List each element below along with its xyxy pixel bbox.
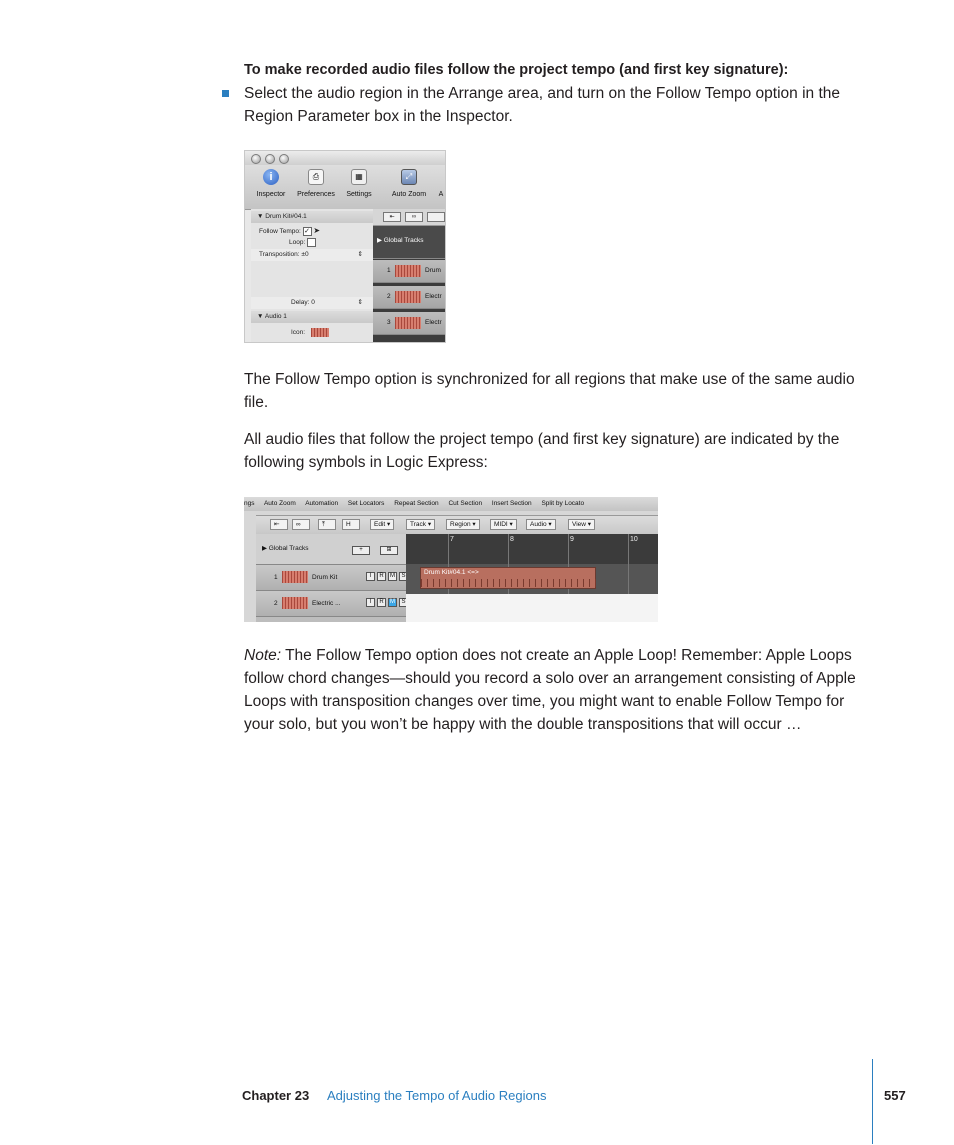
toolbar-label[interactable]: Set Locators	[347, 500, 385, 507]
toolbar-label[interactable]: ngs	[244, 500, 255, 507]
audio-region[interactable]	[420, 567, 596, 589]
toolbar	[245, 165, 446, 210]
waveform-icon[interactable]	[311, 328, 329, 337]
mute-button[interactable]: M	[390, 573, 395, 579]
toolbar-label[interactable]: Split by Locato	[541, 500, 585, 507]
note-paragraph	[244, 644, 876, 736]
footer-divider	[872, 1059, 873, 1144]
input-monitor-button[interactable]: I	[366, 598, 375, 607]
record-button[interactable]: R	[377, 572, 386, 581]
loop-row	[251, 237, 373, 249]
follow-tempo-row	[251, 225, 373, 237]
toolbar-label[interactable]: Insert Section	[491, 500, 532, 507]
truncated-toolbar-item[interactable]: A	[438, 191, 444, 198]
settings-label: Settings	[346, 191, 372, 198]
track-row[interactable]: 2 Electr	[373, 286, 446, 309]
zoom-window-icon[interactable]	[279, 154, 289, 164]
global-tracks-row[interactable]: ▶ Global Tracks + ⊞	[256, 534, 406, 565]
delay-row[interactable]	[251, 297, 373, 309]
transposition-value: ±0	[301, 251, 309, 258]
region-name: Drum Kit#04.1 <=>	[424, 569, 479, 576]
transposition-row[interactable]	[251, 249, 373, 261]
bar-number: 10	[630, 536, 638, 543]
toolbar-label[interactable]: Repeat Section	[394, 500, 439, 507]
transposition-label: Transposition:	[259, 251, 300, 258]
record-button[interactable]: R	[377, 598, 386, 607]
bar-number: 7	[450, 536, 454, 543]
icon-row	[251, 327, 373, 339]
hide-button[interactable]: H	[342, 519, 360, 530]
track-row[interactable]: 1 Drum	[373, 260, 446, 283]
track-parameter-header[interactable]: ▼ Audio 1	[251, 311, 373, 323]
menu-view[interactable]: View ▾	[568, 519, 595, 530]
menu-region[interactable]: Region ▾	[446, 519, 480, 530]
footer-chapter: Chapter 23	[242, 1088, 310, 1103]
note-label: Note:	[244, 647, 282, 664]
auto-zoom-button[interactable]	[387, 169, 431, 198]
arrange-area	[406, 534, 658, 622]
stepper-icon: ⇕	[357, 299, 363, 306]
loop-checkbox[interactable]	[307, 238, 316, 247]
mouse-pointer-icon: ➤	[313, 226, 321, 235]
stepper-icon: ⇕	[357, 251, 363, 258]
loop-label: Loop:	[289, 239, 306, 246]
close-window-icon[interactable]	[251, 154, 261, 164]
auto-zoom-icon: ⤢	[401, 169, 417, 185]
icon-label: Icon:	[291, 329, 306, 336]
follow-tempo-label: Follow Tempo:	[259, 228, 301, 235]
track-row[interactable]: 2 Electric ... I R M S	[256, 591, 406, 617]
region-waveform	[421, 579, 597, 587]
bar-number: 8	[510, 536, 514, 543]
bullet-text: Select the audio region in the Arrange area, and turn on the Follow Tempo option in the Region Parameter box in the Inspector.	[244, 85, 841, 125]
bar-number: 9	[570, 536, 574, 543]
auto-zoom-label: Auto Zoom	[391, 191, 427, 198]
inspector-panel	[251, 209, 373, 343]
menu-midi[interactable]: MIDI ▾	[490, 519, 517, 530]
paragraph-sync: The Follow Tempo option is synchronized for all regions that make use of the same audio file.	[244, 371, 855, 411]
arrange-screenshot	[244, 497, 658, 622]
delay-label: Delay:	[291, 299, 310, 306]
settings-button[interactable]	[341, 169, 377, 198]
add-folder-icon[interactable]: ⊞	[380, 546, 398, 555]
info-icon: i	[263, 169, 279, 185]
waveform-icon	[282, 597, 308, 609]
waveform-icon	[395, 265, 421, 277]
toolbar-labels	[244, 497, 658, 511]
bullet-square-icon	[222, 90, 229, 97]
solo-button[interactable]: S	[399, 598, 408, 607]
empty-track-lane[interactable]	[406, 594, 658, 622]
inspector-screenshot	[244, 150, 446, 343]
toolbar-label[interactable]: Automation	[305, 500, 339, 507]
menu-audio[interactable]: Audio ▾	[526, 519, 556, 530]
tab-link[interactable]: ∞	[405, 212, 423, 222]
track-row[interactable]: 1 Drum Kit I R M S	[256, 565, 406, 591]
waveform-icon	[282, 571, 308, 583]
delay-value: 0	[311, 299, 315, 306]
inspector-button[interactable]	[253, 169, 289, 198]
inspector-label: Inspector	[256, 191, 286, 198]
back-button[interactable]: ⇤	[270, 519, 288, 530]
preferences-label: Preferences	[297, 191, 335, 198]
paragraph-symbols: All audio files that follow the project tempo (and first key signature) are indicated by the following symbols in Logic Express:	[244, 431, 840, 471]
minimize-window-icon[interactable]	[265, 154, 275, 164]
tab-more[interactable]	[427, 212, 445, 222]
tab-back[interactable]: ⇤	[383, 212, 401, 222]
preferences-icon: ⎙	[308, 169, 324, 185]
menu-edit[interactable]: Edit ▾	[370, 519, 394, 530]
bar-ruler[interactable]	[406, 534, 658, 564]
track-headers	[256, 534, 406, 622]
procedure-heading: To make recorded audio files follow the project tempo (and first key signature):	[244, 62, 789, 78]
input-monitor-button[interactable]: I	[366, 572, 375, 581]
waveform-icon	[395, 317, 421, 329]
settings-icon: ▦	[351, 169, 367, 185]
region-parameter-header[interactable]: ▼ Drum Kit#04.1	[251, 211, 373, 223]
mute-button[interactable]: M	[390, 599, 395, 605]
follow-tempo-checkbox[interactable]: ✓	[304, 227, 311, 235]
solo-button[interactable]: S	[399, 572, 408, 581]
page-number: 557	[884, 1088, 906, 1103]
track-list	[373, 209, 446, 343]
track-row[interactable]: 3 Electr	[373, 312, 446, 335]
add-track-icon[interactable]: +	[352, 546, 370, 555]
tab-bar	[373, 209, 446, 226]
toolbar-label[interactable]: Auto Zoom	[263, 500, 296, 507]
preferences-button[interactable]	[293, 169, 339, 198]
global-tracks-row[interactable]: ▶ Global Tracks	[373, 226, 446, 259]
waveform-icon	[395, 291, 421, 303]
link-button[interactable]: ∞	[292, 519, 310, 530]
toolbar-label[interactable]: Cut Section	[448, 500, 483, 507]
window-title-bar	[245, 151, 446, 165]
note-text: The Follow Tempo option does not create an Apple Loop! Remember: Apple Loops follow chord changes—should you record a solo over an arrangement consisting of Apple Loops with transposition changes over time, you might want to enable Follow Tempo for your solo, but you won’t be happy with the double transpositions that will occur …	[244, 647, 856, 733]
arrange-menu-bar	[256, 515, 658, 535]
footer-chapter-title[interactable]: Adjusting the Tempo of Audio Regions	[327, 1088, 547, 1103]
menu-track[interactable]: Track ▾	[406, 519, 435, 530]
catch-button[interactable]: ⤒	[318, 519, 336, 530]
